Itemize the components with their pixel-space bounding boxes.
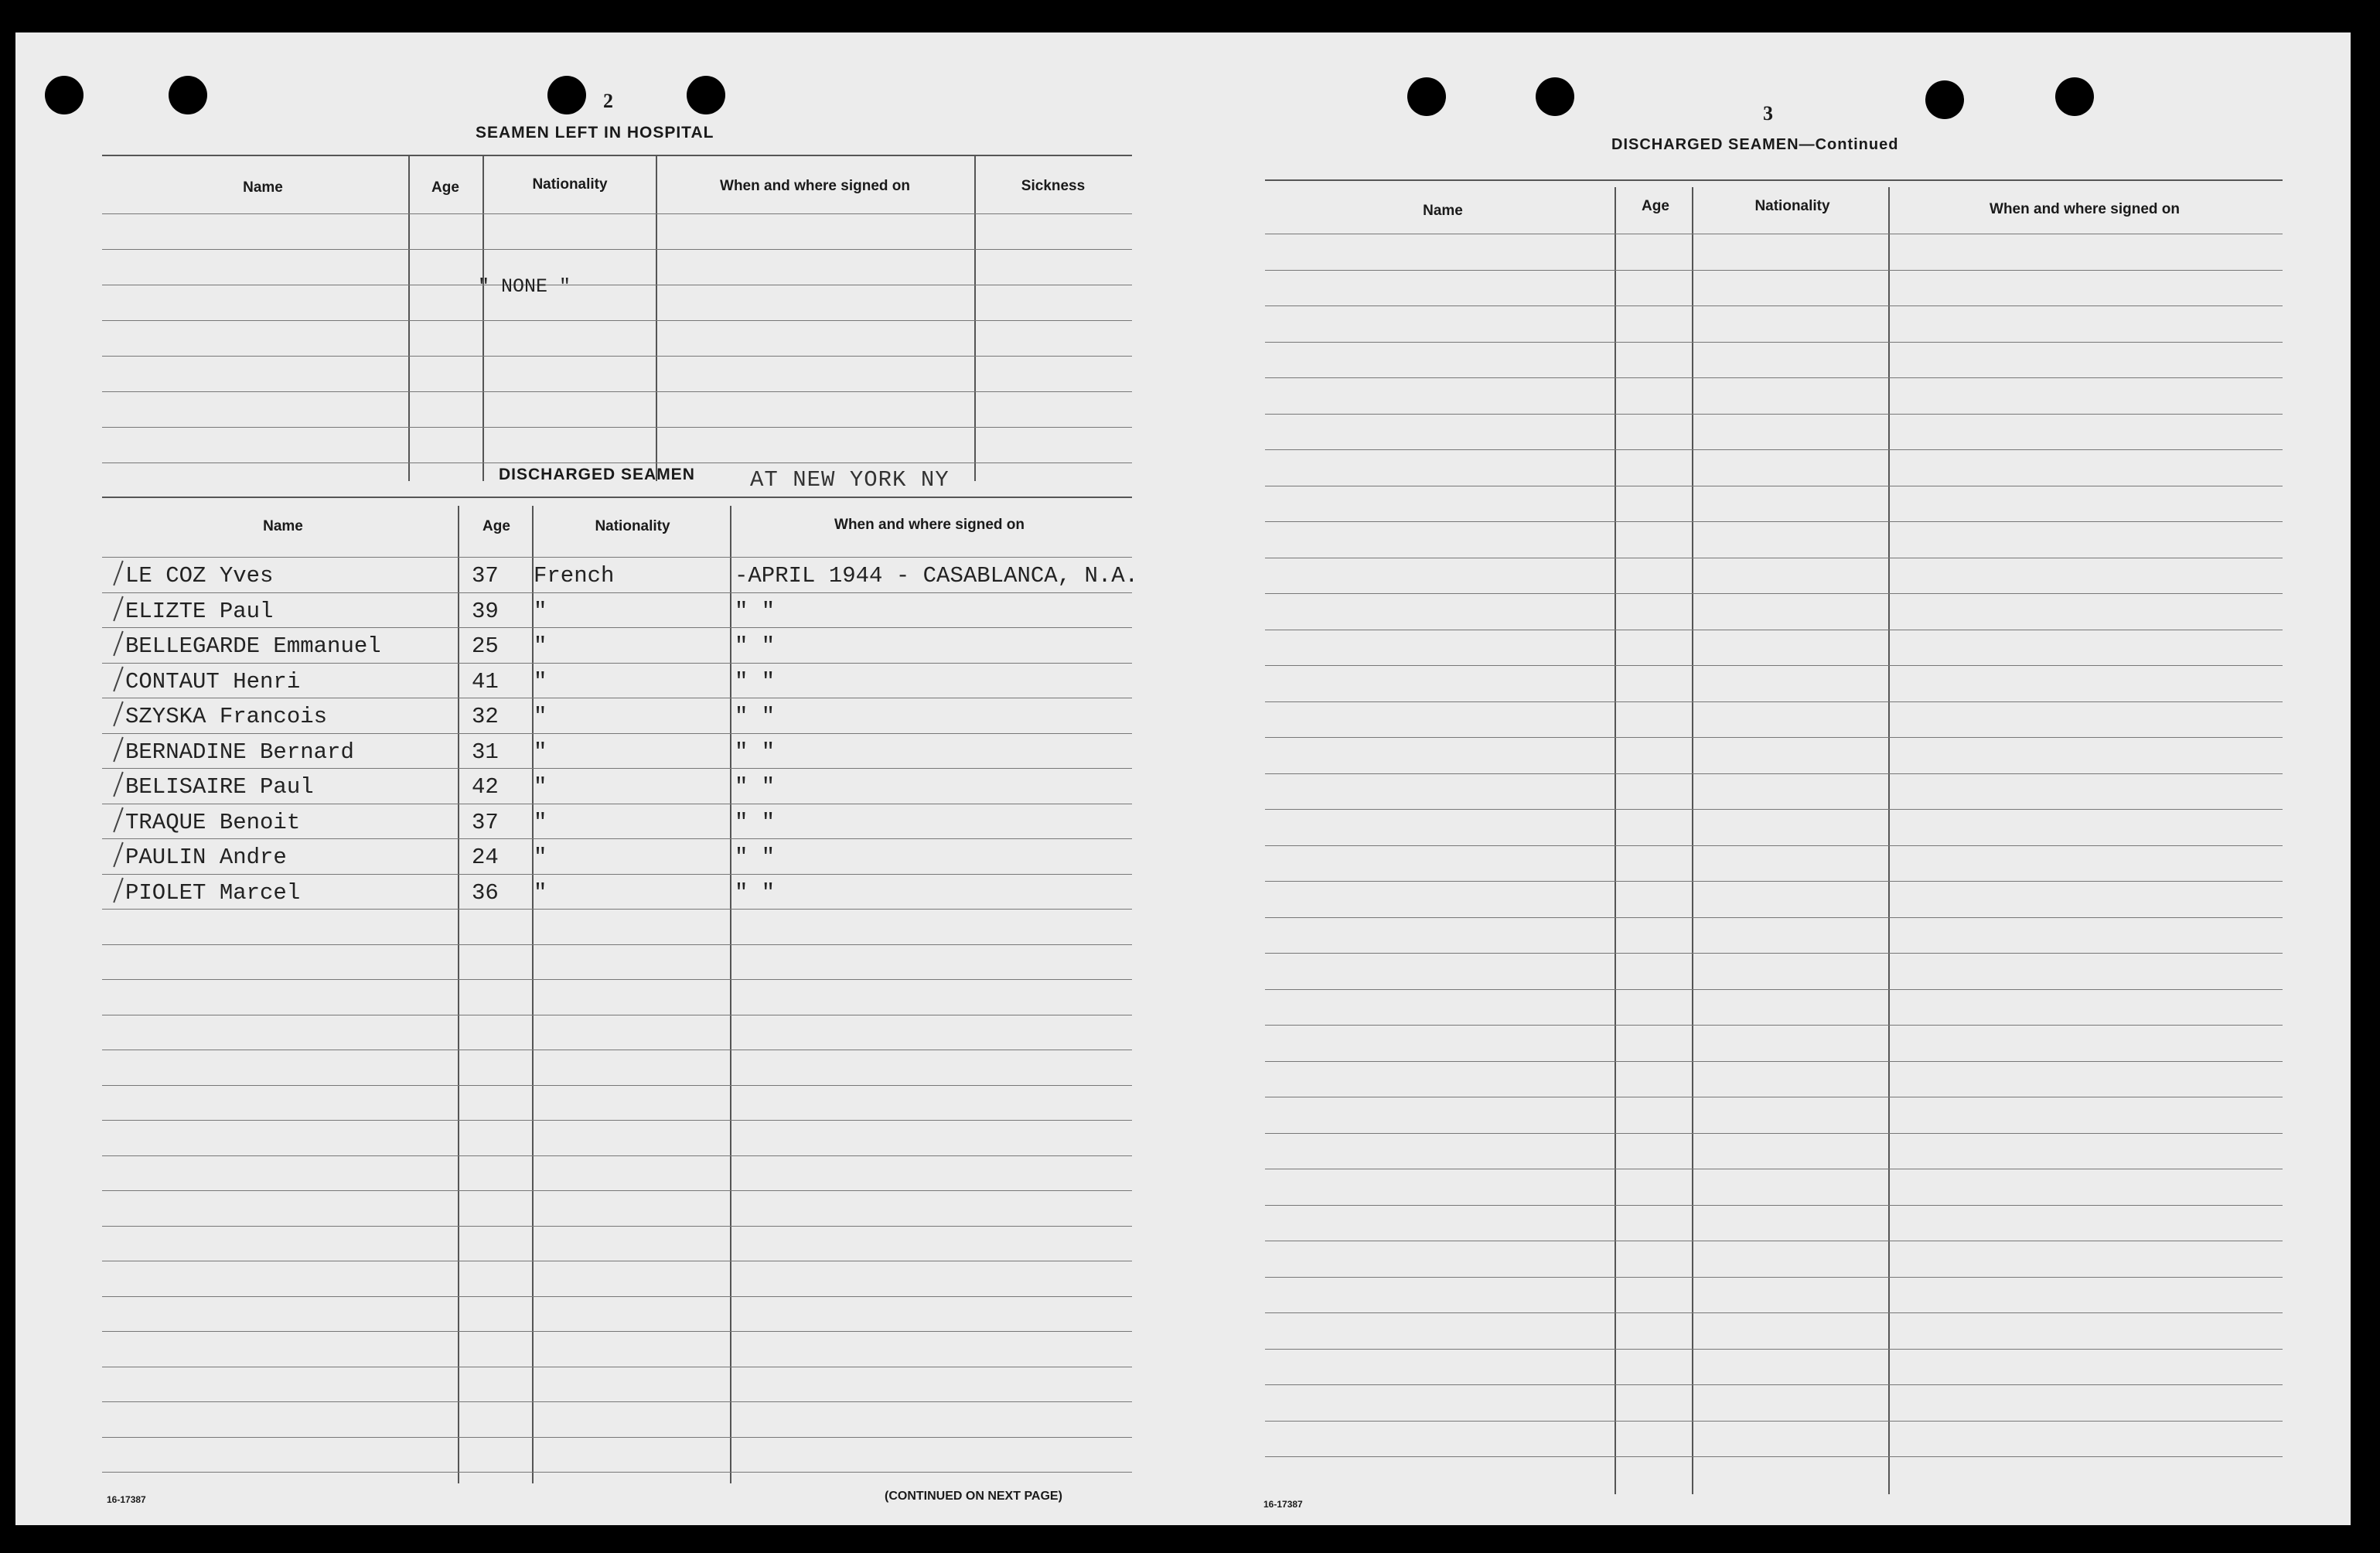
- column-header-name: Name: [1423, 203, 1463, 219]
- column-divider: [1692, 187, 1693, 1494]
- seaman-age: 37: [472, 563, 499, 589]
- seaman-signed-on: " ": [735, 739, 776, 765]
- table-rule: [102, 1190, 1132, 1191]
- column-header-age: Age: [1642, 198, 1669, 214]
- discharged-section-title: DISCHARGED SEAMEN: [499, 466, 695, 483]
- hospital-entry: " NONE ": [478, 275, 571, 298]
- punch-hole: [687, 76, 725, 114]
- table-rule: [1265, 270, 2283, 271]
- table-rule: [102, 462, 1132, 463]
- table-rule: [102, 1085, 1132, 1086]
- seaman-age: 36: [472, 879, 499, 906]
- seaman-name: PAULIN Andre: [125, 845, 287, 870]
- table-rule: [102, 838, 1132, 839]
- punch-hole: [169, 76, 207, 114]
- table-rule: [102, 1120, 1132, 1121]
- punch-hole: [45, 76, 84, 114]
- seaman-name: CONTAUT Henri: [125, 668, 301, 695]
- seaman-nationality: ": [534, 598, 547, 624]
- table-rule: [1265, 1456, 2283, 1457]
- table-rule: [102, 320, 1132, 321]
- table-rule: [102, 874, 1132, 875]
- column-header-name: Name: [243, 179, 283, 196]
- page-title: DISCHARGED SEAMEN—Continued: [1611, 136, 1899, 153]
- table-rule: [102, 497, 1132, 498]
- table-rule: [1265, 917, 2283, 918]
- seaman-signed-on: -APRIL 1944 - CASABLANCA, N.A.: [735, 563, 1139, 589]
- page-number: 3: [1763, 102, 1773, 125]
- seaman-age: 32: [472, 704, 499, 729]
- table-rule: [102, 1437, 1132, 1438]
- table-rule: [102, 1401, 1132, 1402]
- location-stamp: AT NEW YORK NY: [750, 467, 950, 493]
- punch-hole: [1925, 80, 1964, 119]
- table-rule: [1265, 1421, 2283, 1422]
- table-rule: [1265, 1349, 2283, 1350]
- table-rule: [1265, 665, 2283, 666]
- column-divider: [730, 506, 731, 1483]
- table-rule: [1265, 179, 2283, 181]
- table-rule: [1265, 989, 2283, 990]
- table-rule: [102, 213, 1132, 214]
- table-rule: [1265, 1205, 2283, 1206]
- check-mark: [113, 736, 124, 762]
- table-rule: [102, 592, 1132, 593]
- seaman-name: PIOLET Marcel: [125, 879, 301, 906]
- seaman-name: BELISAIRE Paul: [125, 774, 314, 800]
- seaman-age: 41: [472, 668, 499, 695]
- seaman-signed-on: " ": [735, 774, 776, 800]
- table-rule: [1265, 845, 2283, 846]
- table-rule: [102, 768, 1132, 769]
- table-rule: [102, 909, 1132, 910]
- column-header-signed-on: When and where signed on: [720, 178, 910, 194]
- seaman-nationality: French: [534, 563, 615, 589]
- seaman-signed-on: " ": [735, 668, 776, 695]
- check-mark: [113, 842, 124, 868]
- table-rule: [1265, 305, 2283, 306]
- table-rule: [102, 249, 1132, 250]
- left-page: [15, 32, 1168, 1525]
- table-rule: [1265, 449, 2283, 450]
- column-header-nationality: Nationality: [532, 176, 608, 193]
- column-header-nationality: Nationality: [595, 518, 670, 534]
- seaman-name: ELIZTE Paul: [125, 598, 274, 624]
- column-header-signed-on: When and where signed on: [1990, 201, 2180, 217]
- seaman-nationality: ": [534, 845, 547, 870]
- check-mark: [113, 877, 124, 903]
- seaman-signed-on: " ": [735, 704, 776, 729]
- seaman-name: TRAQUE Benoit: [125, 809, 301, 835]
- table-rule: [1265, 701, 2283, 702]
- check-mark: [113, 561, 124, 586]
- table-rule: [102, 1226, 1132, 1227]
- table-rule: [1265, 737, 2283, 738]
- table-rule: [102, 663, 1132, 664]
- seaman-signed-on: " ": [735, 809, 776, 835]
- seaman-nationality: ": [534, 633, 547, 659]
- column-divider: [1888, 187, 1890, 1494]
- seaman-age: 39: [472, 598, 499, 624]
- column-divider: [1615, 187, 1616, 1494]
- table-rule: [102, 1155, 1132, 1156]
- table-rule: [102, 391, 1132, 392]
- seaman-name: BELLEGARDE Emmanuel: [125, 633, 381, 659]
- column-divider: [656, 156, 657, 481]
- table-rule: [1265, 342, 2283, 343]
- table-rule: [102, 733, 1132, 734]
- table-rule: [1265, 1025, 2283, 1026]
- column-header-name: Name: [263, 518, 303, 534]
- hospital-section-title: SEAMEN LEFT IN HOSPITAL: [476, 124, 714, 142]
- punch-hole: [1407, 77, 1446, 116]
- seaman-nationality: ": [534, 809, 547, 835]
- column-header-signed-on: When and where signed on: [834, 517, 1025, 533]
- table-rule: [1265, 881, 2283, 882]
- column-header-nationality: Nationality: [1754, 198, 1830, 214]
- right-page: [1168, 32, 2351, 1525]
- table-rule: [102, 356, 1132, 357]
- seaman-nationality: ": [534, 739, 547, 765]
- seaman-name: SZYSKA Francois: [125, 704, 328, 729]
- continued-footer: (CONTINUED ON NEXT PAGE): [885, 1490, 1062, 1503]
- table-rule: [1265, 809, 2283, 810]
- table-rule: [1265, 1061, 2283, 1062]
- table-rule: [102, 427, 1132, 428]
- column-divider: [482, 156, 484, 481]
- seaman-age: 24: [472, 845, 499, 870]
- check-mark: [113, 596, 124, 621]
- check-mark: [113, 701, 124, 727]
- seaman-name: LE COZ Yves: [125, 563, 274, 589]
- check-mark: [113, 772, 124, 797]
- seaman-age: 42: [472, 774, 499, 800]
- punch-hole: [1536, 77, 1574, 116]
- table-rule: [1265, 1133, 2283, 1134]
- seaman-name: BERNADINE Bernard: [125, 739, 354, 765]
- column-header-age: Age: [431, 179, 459, 196]
- column-divider: [974, 156, 976, 481]
- seaman-age: 31: [472, 739, 499, 765]
- punch-hole: [547, 76, 586, 114]
- form-number: 16-17387: [1263, 1499, 1303, 1510]
- column-divider: [458, 506, 459, 1483]
- table-rule: [1265, 414, 2283, 415]
- table-rule: [102, 944, 1132, 945]
- table-rule: [1265, 1312, 2283, 1313]
- seaman-signed-on: " ": [735, 598, 776, 624]
- column-divider: [408, 156, 410, 481]
- seaman-age: 25: [472, 633, 499, 659]
- table-rule: [102, 1296, 1132, 1297]
- table-rule: [1265, 521, 2283, 522]
- table-rule: [102, 557, 1132, 558]
- seaman-signed-on: " ": [735, 633, 776, 659]
- page-number: 2: [603, 90, 613, 112]
- table-rule: [102, 155, 1132, 156]
- table-rule: [1265, 377, 2283, 378]
- table-rule: [102, 1331, 1132, 1332]
- seaman-nationality: ": [534, 774, 547, 800]
- punch-hole: [2055, 77, 2094, 116]
- table-rule: [1265, 1384, 2283, 1385]
- form-number: 16-17387: [107, 1494, 146, 1505]
- seaman-nationality: ": [534, 704, 547, 729]
- table-rule: [1265, 593, 2283, 594]
- seaman-nationality: ": [534, 879, 547, 906]
- table-rule: [102, 1472, 1132, 1473]
- table-rule: [1265, 773, 2283, 774]
- seaman-signed-on: " ": [735, 845, 776, 870]
- table-rule: [1265, 1277, 2283, 1278]
- seaman-age: 37: [472, 809, 499, 835]
- check-mark: [113, 666, 124, 691]
- seaman-nationality: ": [534, 668, 547, 695]
- seaman-signed-on: " ": [735, 879, 776, 906]
- table-rule: [1265, 953, 2283, 954]
- column-header-sickness: Sickness: [1021, 178, 1086, 194]
- check-mark: [113, 631, 124, 657]
- table-rule: [102, 979, 1132, 980]
- column-header-age: Age: [482, 518, 510, 534]
- check-mark: [113, 807, 124, 832]
- table-rule: [102, 627, 1132, 628]
